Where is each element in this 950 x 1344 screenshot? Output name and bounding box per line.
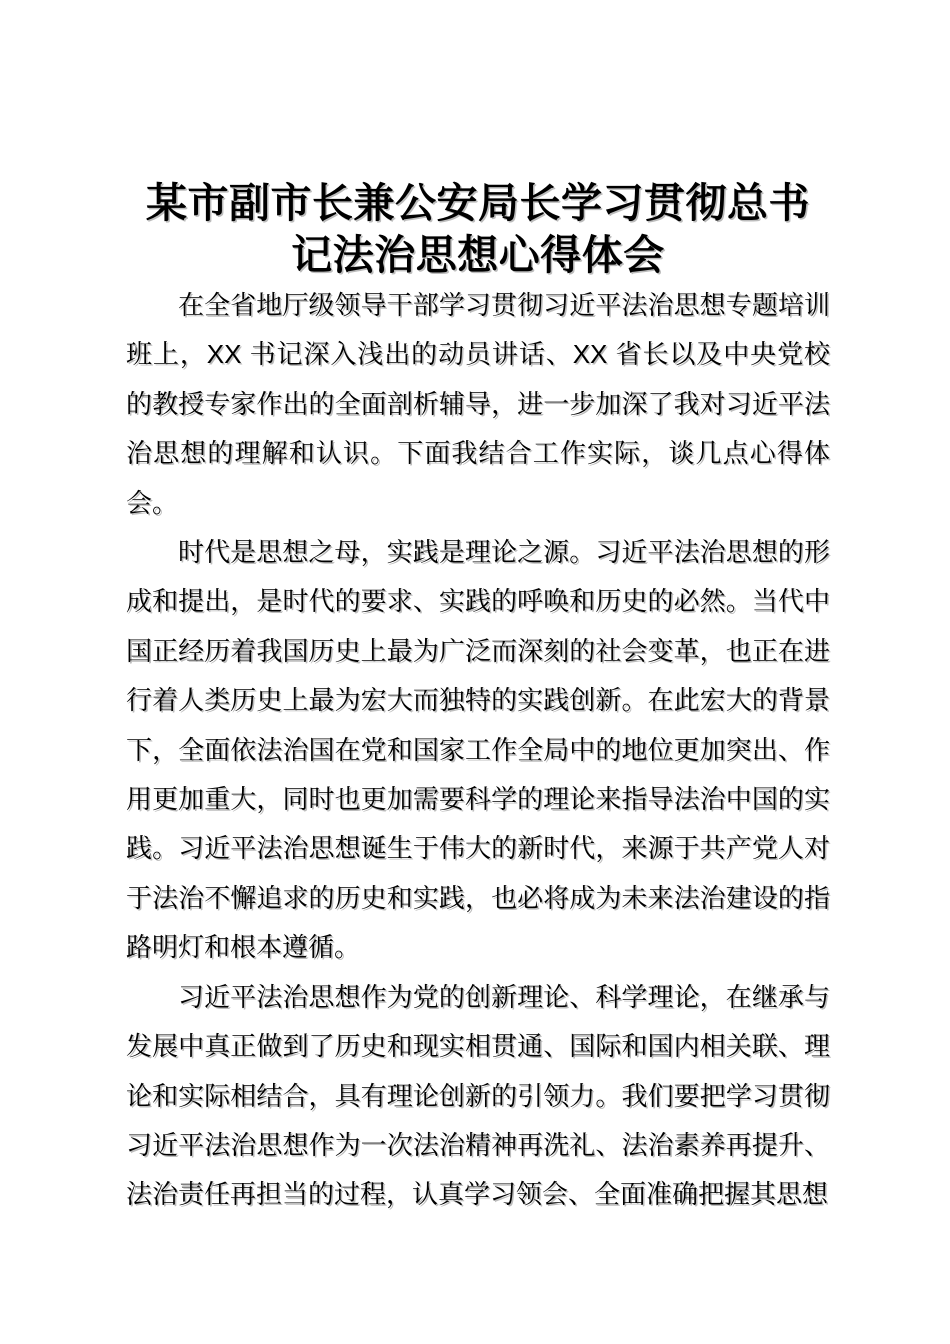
document-title: 某市副市长兼公安局长学习贯彻总书记法治思想心得体会 bbox=[146, 180, 810, 278]
paragraph-intro: 在全省地厅级领导干部学习贯彻习近平法治思想专题培训班上，XX 书记深入浅出的动员讲话、XX 省长以及中央党校的教授专家作出的全面剖析辅导，进一步加深了我对习近平法治思想的理解和认识。下面我结合工作实际，谈几点心得体会。 bbox=[126, 290, 830, 518]
paragraph-era-origin: 时代是思想之母，实践是理论之源。习近平法治思想的形成和提出，是时代的要求、实践的呼唤和历史的必然。当代中国正经历着我国历史上最为广泛而深刻的社会变革，也正在进行着人类历史上最为宏大而独特的实践创新。在此宏大的背景下，全面依法治国在党和国家工作全局中的地位更加突出、作用更加重大，同时也更加需要科学的理论来指导法治中国的实践。习近平法治思想诞生于伟大的新时代，来源于共产党人对于法治不懈追求的历史和实践，也必将成为未来法治建设的指路明灯和根本遵循。 bbox=[126, 537, 830, 963]
document-body bbox=[126, 281, 830, 1220]
paragraph-theory-innovation: 习近平法治思想作为党的创新理论、科学理论，在继承与发展中真正做到了历史和现实相贯通、国际和国内相关联、理论和实际相结合，具有理论创新的引领力。我们要把学习贯彻习近平法治思想作为一次法治精神再洗礼、法治素养再提升、法治责任再担当的过程，认真学习领会、全面准确把握其思想 bbox=[126, 981, 830, 1210]
document-content bbox=[126, 0, 830, 1220]
